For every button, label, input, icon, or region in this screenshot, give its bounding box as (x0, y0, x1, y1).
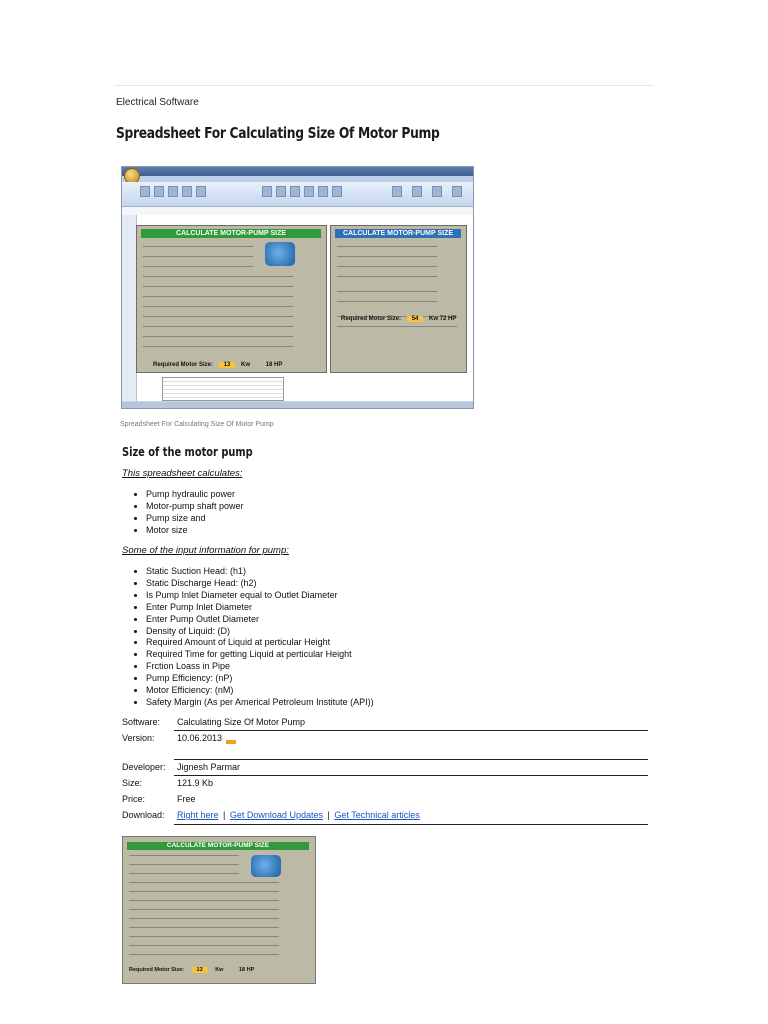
list-item: • Frction Loass in Pipe (146, 661, 374, 673)
calc-row (143, 276, 293, 277)
ribbon-icon (432, 186, 442, 197)
info-row-developer (122, 760, 648, 776)
page-title: Spreadsheet For Calculating Size Of Motor Pump (116, 124, 440, 142)
info-label: Developer: (122, 762, 166, 772)
ribbon-icon (452, 186, 462, 197)
excel-screenshot (121, 166, 474, 409)
calc-sheet-result (129, 967, 254, 973)
result-label: Required Motor Size: (129, 967, 185, 973)
result-hp: 18 HP (265, 362, 283, 368)
inputs-intro: Some of the input information for pump: (122, 545, 289, 556)
result-label: Required Motor Size: (341, 316, 402, 322)
left-result (153, 362, 282, 368)
ribbon-icon (332, 186, 342, 197)
result-value: 54 (407, 316, 424, 322)
list-item: • Density of Liquid: (D) (146, 626, 374, 638)
info-row-version (122, 731, 648, 760)
result-value: 13 (219, 362, 236, 368)
right-result (341, 316, 456, 322)
ribbon-icon (392, 186, 402, 197)
result-label: Required Motor Size: (153, 362, 214, 368)
calc-row (129, 945, 279, 946)
software-info (122, 715, 648, 824)
info-row-size (122, 776, 648, 792)
calc-row (143, 286, 293, 287)
version-value: 10.06.2013 (177, 733, 223, 743)
new-badge-icon (226, 740, 236, 744)
list-item: • Pump size and (146, 513, 244, 525)
calc-row (129, 927, 279, 928)
calc-row (143, 326, 293, 327)
link-separator: | (223, 810, 226, 820)
info-value (177, 733, 236, 744)
info-label: Price: (122, 794, 146, 804)
result-unit: Kw (241, 362, 251, 368)
calc-panel-left-title: CALCULATE MOTOR-PUMP SIZE (141, 229, 321, 238)
calc-row (129, 891, 279, 892)
excel-titlebar (122, 167, 473, 176)
calc-row (143, 256, 253, 257)
list-item: • Pump hydraulic power (146, 489, 244, 501)
calc-panel-right-title: CALCULATE MOTOR-PUMP SIZE (335, 229, 461, 238)
calculates-list (130, 489, 244, 537)
list-item: • Enter Pump Outlet Diameter (146, 614, 374, 626)
category-link[interactable]: Electrical Software (116, 97, 199, 108)
info-value (177, 810, 420, 820)
info-label: Version: (122, 733, 155, 743)
motor-pump-image (251, 855, 281, 877)
list-item: • Static Discharge Head: (h2) (146, 578, 374, 590)
info-value: Jignesh Parmar (177, 762, 241, 772)
calc-row (337, 266, 437, 267)
info-divider (174, 824, 648, 825)
ribbon-icon (412, 186, 422, 197)
ribbon-icon (168, 186, 178, 197)
calc-row (129, 882, 279, 883)
calc-row (337, 301, 437, 302)
ribbon-icon (290, 186, 300, 197)
calc-row (129, 855, 239, 856)
list-item: • Required Amount of Liquid at perticular Height (146, 637, 374, 649)
calc-row (337, 276, 437, 277)
inputs-list (130, 566, 374, 709)
download-updates-link[interactable]: Get Download Updates (229, 810, 323, 820)
calc-row (129, 936, 279, 937)
calc-row (143, 346, 293, 347)
calc-row (129, 909, 279, 910)
ribbon-icon (276, 186, 286, 197)
figure-caption: Spreadsheet For Calculating Size Of Motor Pump (120, 421, 274, 428)
section-heading: Size of the motor pump (122, 445, 253, 459)
download-link[interactable]: Right here (177, 810, 219, 820)
calc-panel-right (330, 225, 467, 373)
calc-row (143, 296, 293, 297)
ribbon-icon (154, 186, 164, 197)
calc-row (143, 306, 293, 307)
result-hp: 72 HP (439, 316, 457, 322)
list-item: • Motor size (146, 525, 244, 537)
excel-ribbon (122, 182, 473, 207)
calc-row (143, 336, 293, 337)
ribbon-icon (304, 186, 314, 197)
ribbon-icon (196, 186, 206, 197)
result-value: 13 (192, 967, 208, 973)
calc-row (129, 918, 279, 919)
calc-row (129, 900, 279, 901)
excel-row-numbers (122, 215, 137, 401)
result-hp: 18 HP (238, 967, 255, 973)
motor-pump-image (265, 242, 295, 266)
excel-small-table (162, 377, 284, 401)
calc-panel-left (136, 225, 327, 373)
list-item: • Motor-pump shaft power (146, 501, 244, 513)
info-value: Calculating Size Of Motor Pump (177, 717, 306, 727)
calc-row (143, 266, 253, 267)
result-unit: Kw (429, 316, 439, 322)
calc-row (337, 246, 437, 247)
calc-row (129, 864, 239, 865)
list-item: • Enter Pump Inlet Diameter (146, 602, 374, 614)
calc-row (337, 256, 437, 257)
result-unit: Kw (215, 967, 224, 973)
list-item: • Safety Margin (As per Americal Petroleum Institute (API)) (146, 697, 374, 709)
link-separator: | (327, 810, 330, 820)
list-item: • Is Pump Inlet Diameter equal to Outlet Diameter (146, 590, 374, 602)
calc-row (129, 873, 239, 874)
info-value: 121.9 Kb (177, 778, 214, 788)
ribbon-icon (318, 186, 328, 197)
list-item: • Static Suction Head: (h1) (146, 566, 374, 578)
calc-row (129, 954, 279, 955)
info-label: Size: (122, 778, 143, 788)
calculates-intro: This spreadsheet calculates: (122, 468, 243, 479)
info-value: Free (177, 794, 196, 804)
calc-sheet-title: CALCULATE MOTOR-PUMP SIZE (127, 842, 309, 850)
calc-row (337, 291, 437, 292)
info-label: Software: (122, 717, 161, 727)
info-row-price (122, 792, 648, 808)
technical-articles-link[interactable]: Get Technical articles (334, 810, 420, 820)
ribbon-icon (182, 186, 192, 197)
calc-row (337, 326, 457, 327)
calc-row (143, 246, 253, 247)
calc-row (143, 316, 293, 317)
list-item: • Pump Efficiency: (nP) (146, 673, 374, 685)
list-item: • Required Time for getting Liquid at perticular Height (146, 649, 374, 661)
ribbon-icon (140, 186, 150, 197)
excel-statusbar (122, 402, 473, 408)
info-row-software (122, 715, 648, 731)
info-label: Download: (122, 810, 165, 820)
ribbon-icon (262, 186, 272, 197)
calc-sheet-image (122, 836, 316, 984)
list-item: • Motor Efficiency: (nM) (146, 685, 374, 697)
info-row-download (122, 808, 648, 824)
top-divider (114, 85, 654, 86)
